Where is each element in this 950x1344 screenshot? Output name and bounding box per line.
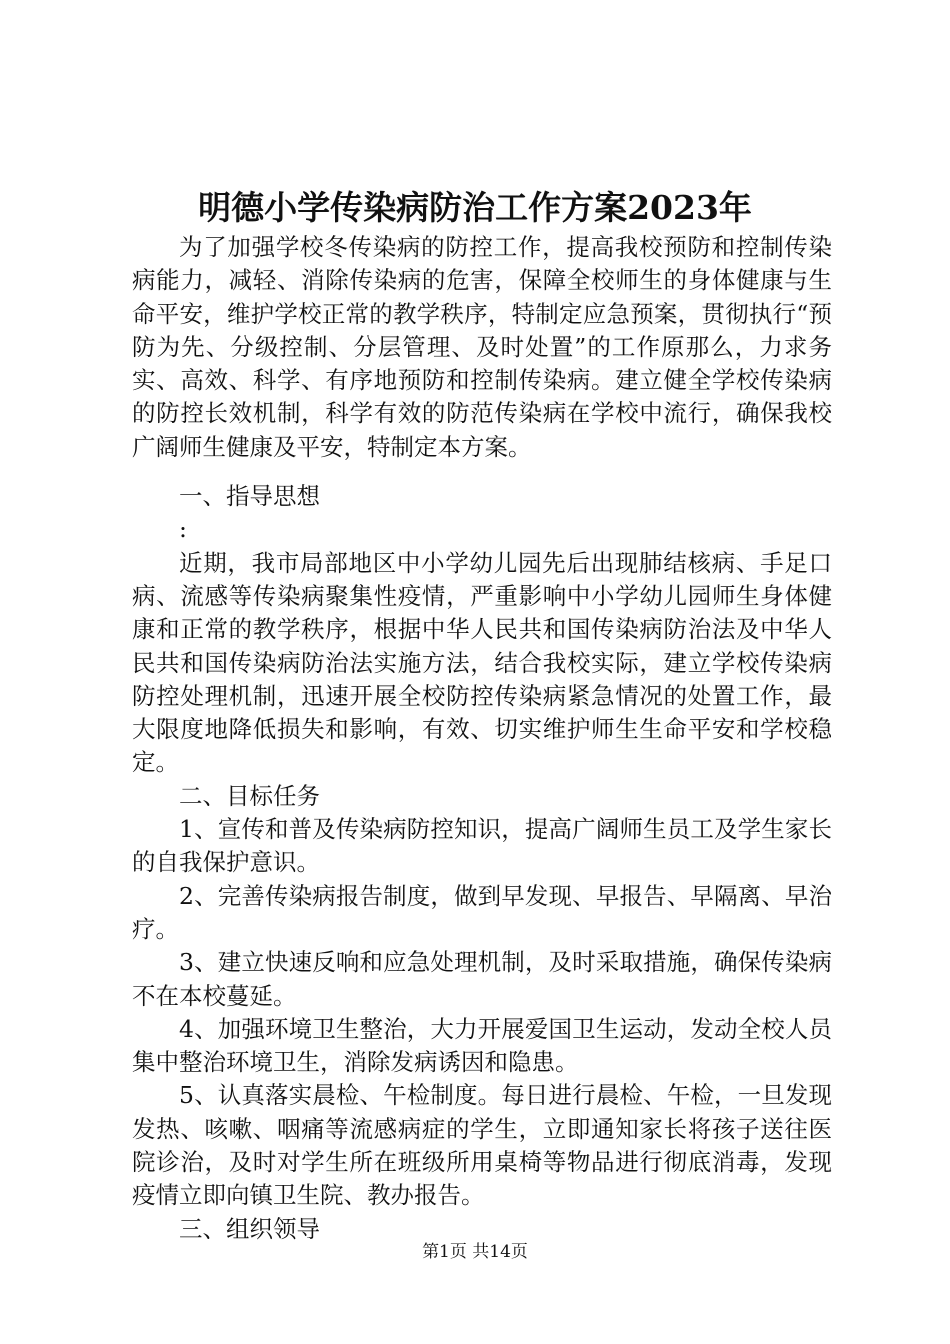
document-title: 明德小学传染病防治工作方案2023年 [198,188,752,227]
guiding-thought-paragraph: 近期，我市局部地区中小学幼儿园先后出现肺结核病、手足口病、流感等传染病聚集性疫情，严重影响中小学幼儿园师生身体健康和正常的教学秩序，根据中华人民共和国传染病防治法及中华人民共和国传染病防治法实施方法，结合我校实际，建立学校传染病防控处理机制，迅速开展全校防控传染病紧急情况的处置工作，最大限度地降低损失和影响，有效、切实维护师生生命平安和学校稳定。 [132,548,832,777]
task-item-2: 2、完善传染病报告制度，做到早发现、早报告、早隔离、早治疗。 [132,881,832,943]
page-number-footer: 第1页 共14页 [422,1242,528,1262]
task-item-1: 1、宣传和普及传染病防控知识，提高广阔师生员工及学生家长的自我保护意识。 [132,815,832,877]
paragraph-gap [132,464,832,480]
task-item-4: 4、加强环境卫生整治，大力开展爱国卫生运动，发动全校人员集中整治环境卫生，消除发病诱因和隐患。 [132,1014,832,1077]
document-body [132,231,832,1246]
task-item-3: 3、建立快速反响和应急处理机制，及时采取措施，确保传染病不在本校蔓延。 [132,948,832,1010]
section-heading-guiding-thought: 一、指导思想 [179,482,320,511]
section-colon: : [179,515,187,544]
section-heading-goals: 二、目标任务 [179,781,320,810]
intro-paragraph: 为了加强学校冬传染病的防控工作，提高我校预防和控制传染病能力，减轻、消除传染病的危害，保障全校师生的身体健康与生命平安，维护学校正常的教学秩序，特制定应急预案，贯彻执行“预防为先、分级控制、分层管理、及时处置”的工作原那么，力求务实、高效、科学、有序地预防和控制传染病。建立健全学校传染病的防控长效机制，科学有效的防范传染病在学校中流行，确保我校广阔师生健康及平安，特制定本方案。 [132,233,832,461]
section-heading-organization: 三、组织领导 [179,1214,320,1243]
task-item-5: 5、认真落实晨检、午检制度。每日进行晨检、午检，一旦发现发热、咳嗽、咽痛等流感病症的学生，立即通知家长将孩子送往医院诊治，及时对学生所在班级所用桌椅等物品进行彻底消毒，发现疫情立即向镇卫生院、教办报告。 [132,1081,832,1210]
